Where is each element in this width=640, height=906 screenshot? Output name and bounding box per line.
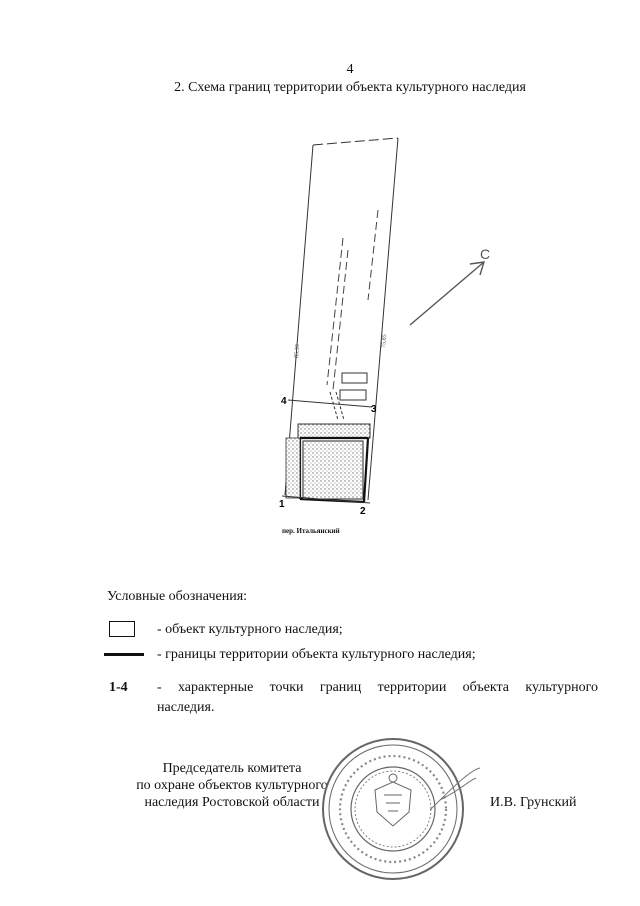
legend-item-points: - характерные точки границ территории объекта культурного	[157, 680, 598, 695]
north-arrow	[410, 262, 484, 325]
legend-heading: Условные обозначения:	[107, 589, 248, 604]
hatched-strip	[298, 424, 370, 438]
legend-points-code: 1-4	[109, 680, 128, 695]
yard-strip	[286, 438, 300, 498]
point-4-label: 4	[281, 396, 287, 407]
point-2-label: 2	[360, 506, 366, 517]
signatory-name: И.В. Грунский	[490, 795, 577, 810]
position-line-1: Председатель комитета	[162, 761, 302, 776]
dim-left: 85.33	[294, 344, 302, 359]
signatory-position	[72, 760, 392, 811]
legend-item-points-cont: наследия.	[157, 700, 215, 715]
legend-line-symbol	[104, 653, 144, 656]
street-label: пер. Итальянский	[282, 527, 340, 535]
handwritten-signature	[430, 768, 480, 810]
page-title: 2. Схема границ территории объекта культурного наследия	[174, 80, 526, 95]
outbuildings	[330, 373, 367, 420]
north-label: С	[480, 246, 491, 262]
dim-right: 75.85	[381, 334, 389, 349]
legend-item-object: - объект культурного наследия;	[157, 622, 343, 637]
point-1-label: 1	[279, 499, 285, 510]
page-number: 4	[346, 62, 354, 77]
legend-item-boundary: - границы территории объекта культурного наследия;	[157, 647, 476, 662]
position-line-2: по охране объектов культурного	[136, 778, 328, 793]
line-4-3	[288, 400, 372, 407]
heritage-building	[303, 441, 363, 499]
point-3-label: 3	[371, 404, 377, 415]
inner-dashed-lines	[327, 210, 378, 390]
legend-box-symbol	[109, 621, 135, 637]
position-line-3: наследия Ростовской области	[144, 795, 320, 810]
